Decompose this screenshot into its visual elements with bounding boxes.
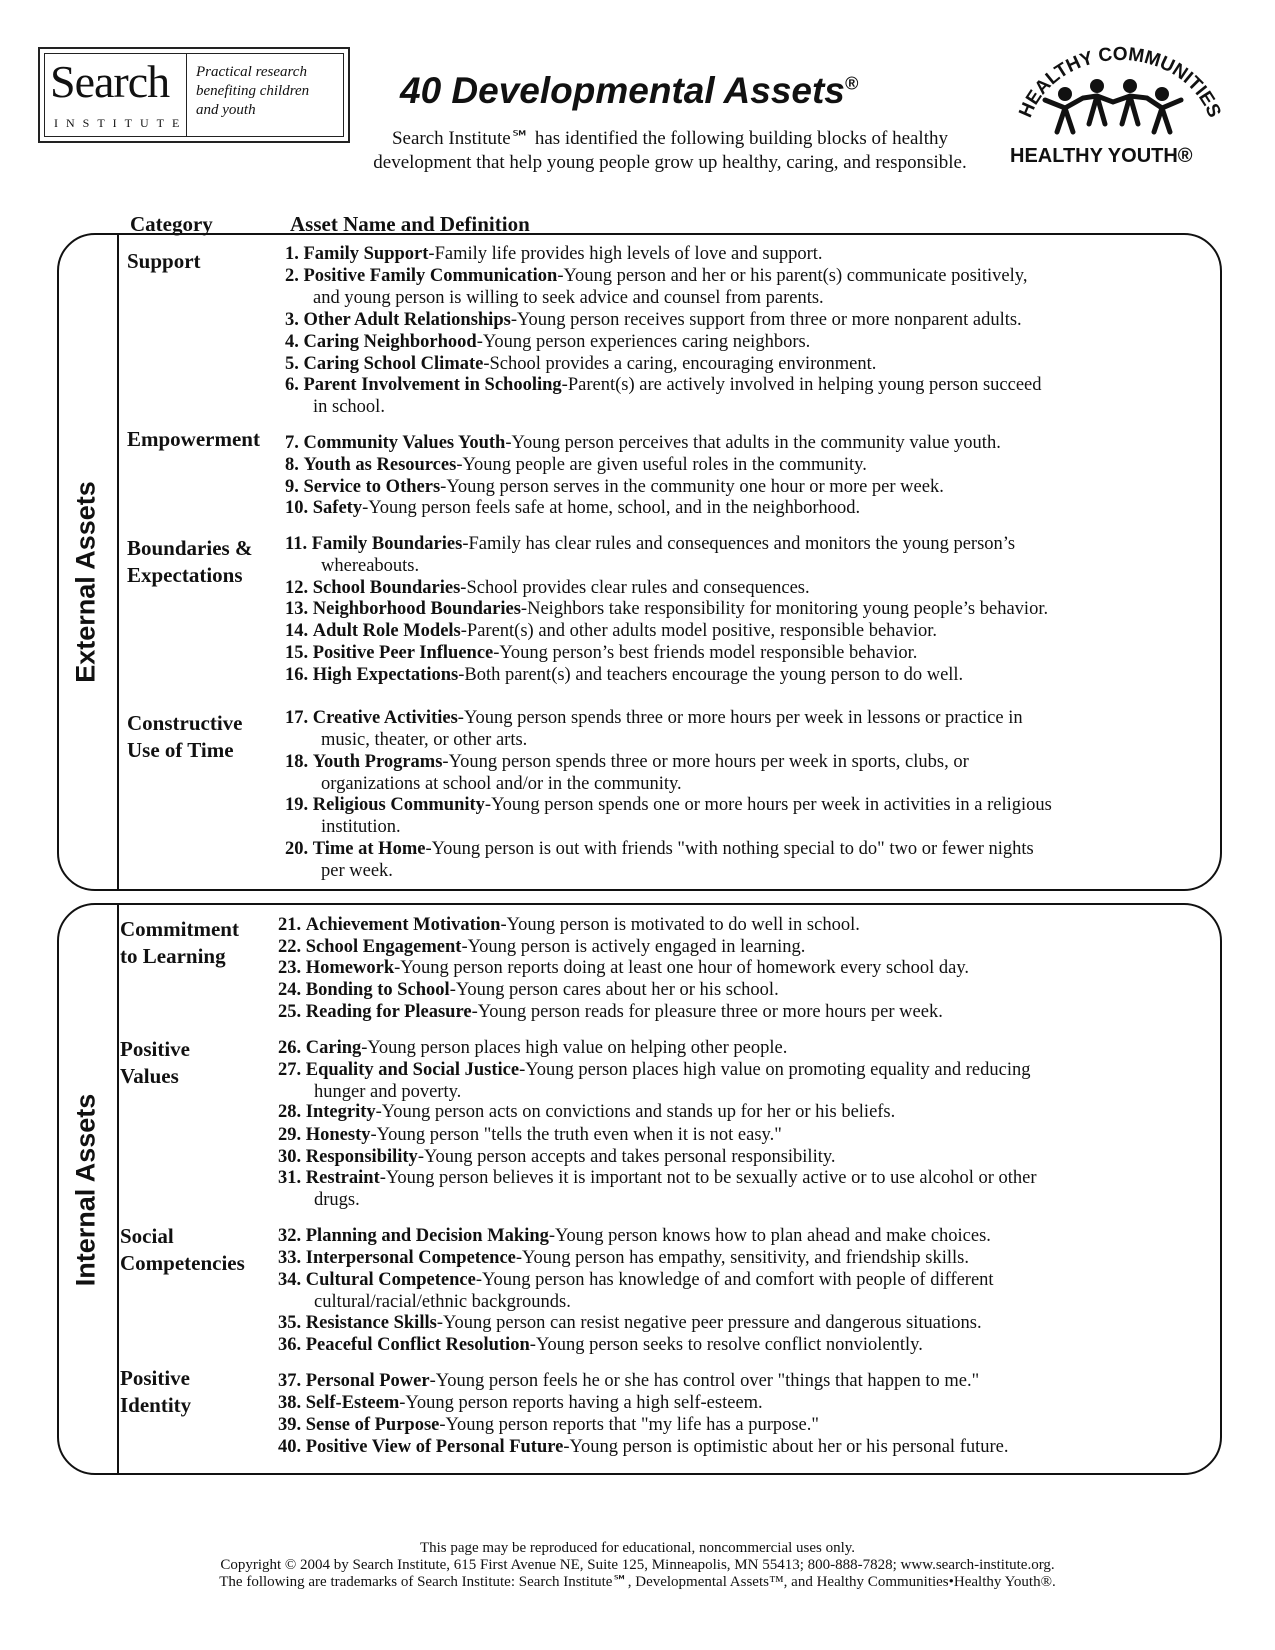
asset-item xyxy=(285,533,1195,577)
asset-item xyxy=(285,577,1195,599)
asset-definition xyxy=(285,477,944,497)
asset-name: Youth as Resources xyxy=(303,455,457,475)
asset-item xyxy=(285,454,1195,476)
asset-number: 16. xyxy=(285,665,309,685)
asset-number: 35. xyxy=(278,1313,302,1333)
asset-item xyxy=(278,1001,1188,1023)
asset-name: Planning and Decision Making xyxy=(305,1226,549,1246)
asset-definition xyxy=(285,310,1022,330)
asset-name: Resistance Skills xyxy=(305,1313,437,1333)
asset-item xyxy=(285,265,1195,309)
category-empowerment: Empowerment xyxy=(127,427,260,451)
asset-definition-text: -Young person receives support from three or more nonparent adults. xyxy=(510,310,1022,330)
asset-name: Family Boundaries xyxy=(311,534,463,554)
asset-item xyxy=(278,1247,1188,1269)
logo-wordmark: Search xyxy=(50,56,170,107)
asset-item xyxy=(285,642,1195,664)
asset-name: Neighborhood Boundaries xyxy=(312,599,521,619)
asset-name: Peaceful Conflict Resolution xyxy=(305,1335,530,1355)
asset-number: 39. xyxy=(278,1415,302,1435)
asset-name: Honesty xyxy=(305,1125,371,1145)
asset-definition xyxy=(278,1415,819,1435)
asset-item xyxy=(278,1370,1188,1392)
asset-definition xyxy=(285,244,823,264)
asset-definition xyxy=(285,354,876,374)
asset-definition xyxy=(278,915,860,935)
asset-definition-text: -Neighbors take responsibility for monitoring young people’s behavior. xyxy=(520,599,1049,619)
svg-text:HEALTHY COMMUNITIES xyxy=(1015,44,1224,121)
asset-definition-text: -Young person’s best friends model responsible behavior. xyxy=(493,643,918,663)
asset-number: 8. xyxy=(285,455,299,475)
asset-definition xyxy=(278,1147,836,1167)
asset-number: 25. xyxy=(278,1002,302,1022)
asset-definition xyxy=(278,1437,1009,1457)
asset-item xyxy=(285,243,1195,265)
asset-name: Homework xyxy=(305,958,395,978)
asset-name: Cultural Competence xyxy=(305,1270,476,1290)
asset-definition xyxy=(285,332,810,352)
asset-definition xyxy=(285,375,1042,395)
asset-name: Time at Home xyxy=(312,839,426,859)
asset-number: 11. xyxy=(285,534,308,554)
asset-definition-text: -Young person accepts and takes personal responsibility. xyxy=(417,1147,836,1167)
asset-item xyxy=(285,353,1195,375)
asset-definition xyxy=(278,1226,991,1246)
asset-item xyxy=(278,1269,1188,1313)
asset-definition xyxy=(278,1393,763,1413)
asset-definition xyxy=(278,1270,994,1290)
asset-number: 9. xyxy=(285,477,299,497)
asset-name: Caring School Climate xyxy=(303,354,484,374)
asset-definition-text: -Parent(s) and other adults model positive, responsible behavior. xyxy=(460,621,938,641)
asset-definition xyxy=(285,455,867,475)
asset-item xyxy=(278,1392,1188,1414)
asset-name: Family Support xyxy=(303,244,429,264)
asset-definition-text: -Young person believes it is important not to be sexually active or to use alcohol or other xyxy=(379,1168,1037,1188)
asset-name: School Engagement xyxy=(305,937,462,957)
asset-definition-text: -Young person serves in the community one hour or more per week. xyxy=(440,477,944,497)
asset-item xyxy=(285,664,1195,686)
asset-item xyxy=(285,838,1195,882)
asset-number: 3. xyxy=(285,310,299,330)
asset-number: 26. xyxy=(278,1038,302,1058)
asset-number: 32. xyxy=(278,1226,302,1246)
asset-definition-text: -School provides clear rules and consequences. xyxy=(460,578,810,598)
asset-name: Integrity xyxy=(305,1102,376,1122)
asset-definition xyxy=(278,980,779,1000)
asset-definition-text: -Young person knows how to plan ahead and make choices. xyxy=(548,1226,991,1246)
panel-divider xyxy=(117,235,119,889)
asset-number: 40. xyxy=(278,1437,302,1457)
asset-name: Community Values Youth xyxy=(303,433,506,453)
asset-number: 28. xyxy=(278,1102,302,1122)
asset-item xyxy=(285,707,1195,751)
asset-definition-text: -Young person perceives that adults in the community value youth. xyxy=(505,433,1001,453)
asset-name: Bonding to School xyxy=(305,980,450,1000)
asset-name: Service to Others xyxy=(303,477,441,497)
asset-name: Youth Programs xyxy=(312,752,443,772)
asset-definition xyxy=(278,1102,895,1122)
asset-definition-continued: music, theater, or other arts. xyxy=(321,730,528,750)
asset-definition-text: -Young person feels he or she has control over "things that happen to me." xyxy=(429,1371,980,1391)
asset-definition-text: -Young person cares about her or his school. xyxy=(449,980,779,1000)
asset-number: 27. xyxy=(278,1060,302,1080)
asset-number: 1. xyxy=(285,244,299,264)
asset-definition-text: -Young person spends one or more hours per week in activities in a religious xyxy=(484,795,1052,815)
asset-definition xyxy=(285,578,810,598)
asset-item xyxy=(285,476,1195,498)
category-commitment-to-learning: Commitment to Learning xyxy=(120,917,239,968)
asset-definition-text: -Young person feels safe at home, school, and in the neighborhood. xyxy=(362,498,861,518)
asset-name: Adult Role Models xyxy=(312,621,461,641)
asset-definition xyxy=(278,1335,923,1355)
asset-definition xyxy=(285,795,1052,815)
external-assets-label: External Assets xyxy=(70,481,101,683)
asset-definition-text: -Family has clear rules and consequences and monitors the young person’s xyxy=(462,534,1016,554)
asset-name: Sense of Purpose xyxy=(305,1415,440,1435)
asset-definition xyxy=(285,433,1001,453)
asset-definition-text: -Young people are given useful roles in the community. xyxy=(456,455,867,475)
asset-item xyxy=(278,1414,1188,1436)
asset-definition xyxy=(278,1313,982,1333)
asset-definition-text: -Both parent(s) and teachers encourage the young person to do well. xyxy=(458,665,964,685)
asset-number: 36. xyxy=(278,1335,302,1355)
asset-definition xyxy=(285,752,969,772)
asset-item xyxy=(285,331,1195,353)
asset-item xyxy=(278,1059,1188,1103)
asset-definition-text: -Young person is actively engaged in learning. xyxy=(461,937,806,957)
category-boundaries: Boundaries & Expectations xyxy=(127,536,253,587)
asset-name: Reading for Pleasure xyxy=(305,1002,472,1022)
logo-subtitle: INSTITUTE xyxy=(54,116,188,130)
asset-definition-text: -Young person has empathy, sensitivity, and friendship skills. xyxy=(515,1248,969,1268)
asset-definition xyxy=(285,498,860,518)
asset-definition-text: -Young person and her or his parent(s) communicate positively, xyxy=(557,266,1028,286)
asset-definition-text: -Young person places high value on promoting equality and reducing xyxy=(519,1060,1031,1080)
asset-definition-continued: drugs. xyxy=(314,1190,360,1210)
asset-definition xyxy=(278,937,805,957)
asset-definition-continued: hunger and poverty. xyxy=(314,1082,462,1102)
asset-name: School Boundaries xyxy=(312,578,461,598)
asset-name: Parent Involvement in Schooling xyxy=(303,375,562,395)
asset-definition xyxy=(278,1168,1037,1188)
asset-definition-continued: organizations at school and/or in the community. xyxy=(321,774,682,794)
asset-number: 13. xyxy=(285,599,309,619)
asset-column-header: Asset Name and Definition xyxy=(290,212,530,236)
logo-divider xyxy=(186,53,187,137)
category-social-competencies: Social Competencies xyxy=(120,1224,245,1275)
asset-item xyxy=(278,1124,1188,1146)
asset-name: Creative Activities xyxy=(312,708,458,728)
asset-number: 14. xyxy=(285,621,309,641)
asset-number: 22. xyxy=(278,937,302,957)
asset-number: 37. xyxy=(278,1371,302,1391)
category-constructive-time: Constructive Use of Time xyxy=(127,711,243,762)
asset-definition-continued: whereabouts. xyxy=(321,556,420,576)
asset-name: Personal Power xyxy=(305,1371,430,1391)
panel-divider xyxy=(117,905,119,1473)
asset-definition-text: -Parent(s) are actively involved in helping young person succeed xyxy=(561,375,1042,395)
asset-definition-text: -Young person "tells the truth even when it is not easy." xyxy=(370,1125,782,1145)
asset-definition-text: -Young person reports that "my life has a purpose." xyxy=(439,1415,819,1435)
asset-name: Caring xyxy=(305,1038,362,1058)
asset-item xyxy=(278,1146,1188,1168)
asset-number: 23. xyxy=(278,958,302,978)
category-support: Support xyxy=(127,249,201,273)
asset-number: 24. xyxy=(278,980,302,1000)
internal-assets-label: Internal Assets xyxy=(70,1093,101,1287)
asset-definition-continued: and young person is willing to seek advice and counsel from parents. xyxy=(313,288,824,308)
asset-name: Positive Family Communication xyxy=(303,266,558,286)
asset-definition-text: -Young person experiences caring neighbors. xyxy=(476,332,811,352)
page-title: 40 Developmental Assets® xyxy=(400,70,859,111)
asset-definition xyxy=(285,599,1048,619)
asset-definition xyxy=(285,839,1034,859)
asset-item xyxy=(285,751,1195,795)
asset-item xyxy=(285,620,1195,642)
asset-name: High Expectations xyxy=(312,665,459,685)
hchy-youth-text: HEALTHY YOUTH® xyxy=(1010,145,1193,167)
asset-name: Responsibility xyxy=(305,1147,418,1167)
asset-item xyxy=(278,936,1188,958)
asset-name: Interpersonal Competence xyxy=(305,1248,516,1268)
asset-number: 12. xyxy=(285,578,309,598)
asset-number: 38. xyxy=(278,1393,302,1413)
asset-item xyxy=(278,979,1188,1001)
category-positive-values: Positive Values xyxy=(120,1037,190,1088)
asset-name: Positive Peer Influence xyxy=(312,643,494,663)
asset-name: Religious Community xyxy=(312,795,485,815)
asset-number: 30. xyxy=(278,1147,302,1167)
search-institute-logo xyxy=(38,47,350,143)
asset-definition-text: -Young person is out with friends "with nothing special to do" two or fewer nights xyxy=(425,839,1034,859)
asset-name: Self-Esteem xyxy=(305,1393,400,1413)
asset-item xyxy=(285,309,1195,331)
asset-number: 6. xyxy=(285,375,299,395)
asset-number: 29. xyxy=(278,1125,302,1145)
asset-item xyxy=(278,1101,1188,1123)
asset-definition-continued: per week. xyxy=(321,861,393,881)
asset-definition xyxy=(285,534,1015,554)
asset-number: 10. xyxy=(285,498,309,518)
asset-item xyxy=(278,957,1188,979)
asset-name: Restraint xyxy=(305,1168,380,1188)
asset-definition-text: -Young person spends three or more hours per week in sports, clubs, or xyxy=(442,752,969,772)
asset-definition-text: -Young person reports having a high self-esteem. xyxy=(399,1393,763,1413)
asset-item xyxy=(278,914,1188,936)
asset-number: 34. xyxy=(278,1270,302,1290)
asset-definition xyxy=(285,621,937,641)
category-column-header: Category xyxy=(130,212,213,236)
asset-definition-text: -Young person has knowledge of and comfort with people of different xyxy=(475,1270,994,1290)
asset-number: 2. xyxy=(285,266,299,286)
asset-number: 5. xyxy=(285,354,299,374)
asset-item xyxy=(285,374,1195,418)
hchy-arc-text: HEALTHY COMMUNITIES xyxy=(1015,43,1225,121)
asset-definition xyxy=(278,1002,943,1022)
asset-definition xyxy=(285,643,917,663)
asset-item xyxy=(278,1037,1188,1059)
asset-item xyxy=(285,598,1195,620)
asset-number: 21. xyxy=(278,915,302,935)
asset-name: Caring Neighborhood xyxy=(303,332,477,352)
asset-definition-text: -Young person reads for pleasure three or more hours per week. xyxy=(471,1002,943,1022)
asset-item xyxy=(278,1312,1188,1334)
asset-number: 15. xyxy=(285,643,309,663)
asset-number: 7. xyxy=(285,433,299,453)
asset-item xyxy=(278,1334,1188,1356)
asset-definition-text: -Young person is optimistic about her or his personal future. xyxy=(563,1437,1009,1457)
asset-definition xyxy=(278,1125,782,1145)
asset-definition-continued: in school. xyxy=(313,397,385,417)
asset-item xyxy=(278,1225,1188,1247)
asset-number: 4. xyxy=(285,332,299,352)
asset-definition xyxy=(278,1371,979,1391)
asset-item xyxy=(285,497,1195,519)
asset-definition-text: -Young person is motivated to do well in school. xyxy=(500,915,860,935)
asset-name: Equality and Social Justice xyxy=(305,1060,520,1080)
asset-definition-text: -Young person acts on convictions and stands up for her or his beliefs. xyxy=(375,1102,896,1122)
asset-definition-continued: cultural/racial/ethnic backgrounds. xyxy=(314,1292,571,1312)
asset-number: 20. xyxy=(285,839,309,859)
asset-definition xyxy=(285,266,1027,286)
logo-tagline: Practical research benefiting children and youth xyxy=(196,64,310,118)
asset-name: Other Adult Relationships xyxy=(303,310,511,330)
asset-definition-text: -Young person seeks to resolve conflict nonviolently. xyxy=(529,1335,923,1355)
asset-definition-text: -Young person reports doing at least one hour of homework every school day. xyxy=(394,958,970,978)
asset-definition-text: -Family life provides high levels of love and support. xyxy=(428,244,823,264)
asset-number: 31. xyxy=(278,1168,302,1188)
asset-definition-text: -Young person can resist negative peer pressure and dangerous situations. xyxy=(436,1313,982,1333)
asset-definition-text: -Young person places high value on helping other people. xyxy=(361,1038,788,1058)
intro-text: Search Institute℠ has identified the following building blocks of healthy development that help young people grow up healthy, caring, and responsible. xyxy=(373,128,967,173)
asset-name: Safety xyxy=(312,498,363,518)
asset-item xyxy=(285,432,1195,454)
asset-definition xyxy=(285,665,963,685)
asset-name: Achievement Motivation xyxy=(305,915,501,935)
asset-item xyxy=(285,794,1195,838)
asset-definition-text: -Young person spends three or more hours per week in lessons or practice in xyxy=(457,708,1023,728)
asset-number: 19. xyxy=(285,795,309,815)
asset-number: 17. xyxy=(285,708,309,728)
asset-definition xyxy=(278,1038,787,1058)
asset-definition xyxy=(278,1060,1030,1080)
asset-number: 33. xyxy=(278,1248,302,1268)
asset-definition xyxy=(278,1248,969,1268)
asset-number: 18. xyxy=(285,752,309,772)
footer: This page may be reproduced for educational, noncommercial uses only. Copyright © 2004 by Search Institute, 615 First Avenue NE, Suite 125, Minneapolis, MN 55413; 800-888-7828; www.search-institute.org. The following are trademarks of Search Institute: Search Institute℠, Developmental Assets™, and Healthy Communities•Healthy Youth®. xyxy=(219,1540,1056,1590)
asset-definition xyxy=(285,708,1023,728)
asset-item xyxy=(278,1436,1188,1458)
asset-definition-text: -School provides a caring, encouraging environment. xyxy=(483,354,877,374)
asset-name: Positive View of Personal Future xyxy=(305,1437,564,1457)
asset-definition xyxy=(278,958,969,978)
category-positive-identity: Positive Identity xyxy=(120,1366,192,1417)
asset-definition-continued: institution. xyxy=(321,817,401,837)
asset-item xyxy=(278,1167,1188,1211)
